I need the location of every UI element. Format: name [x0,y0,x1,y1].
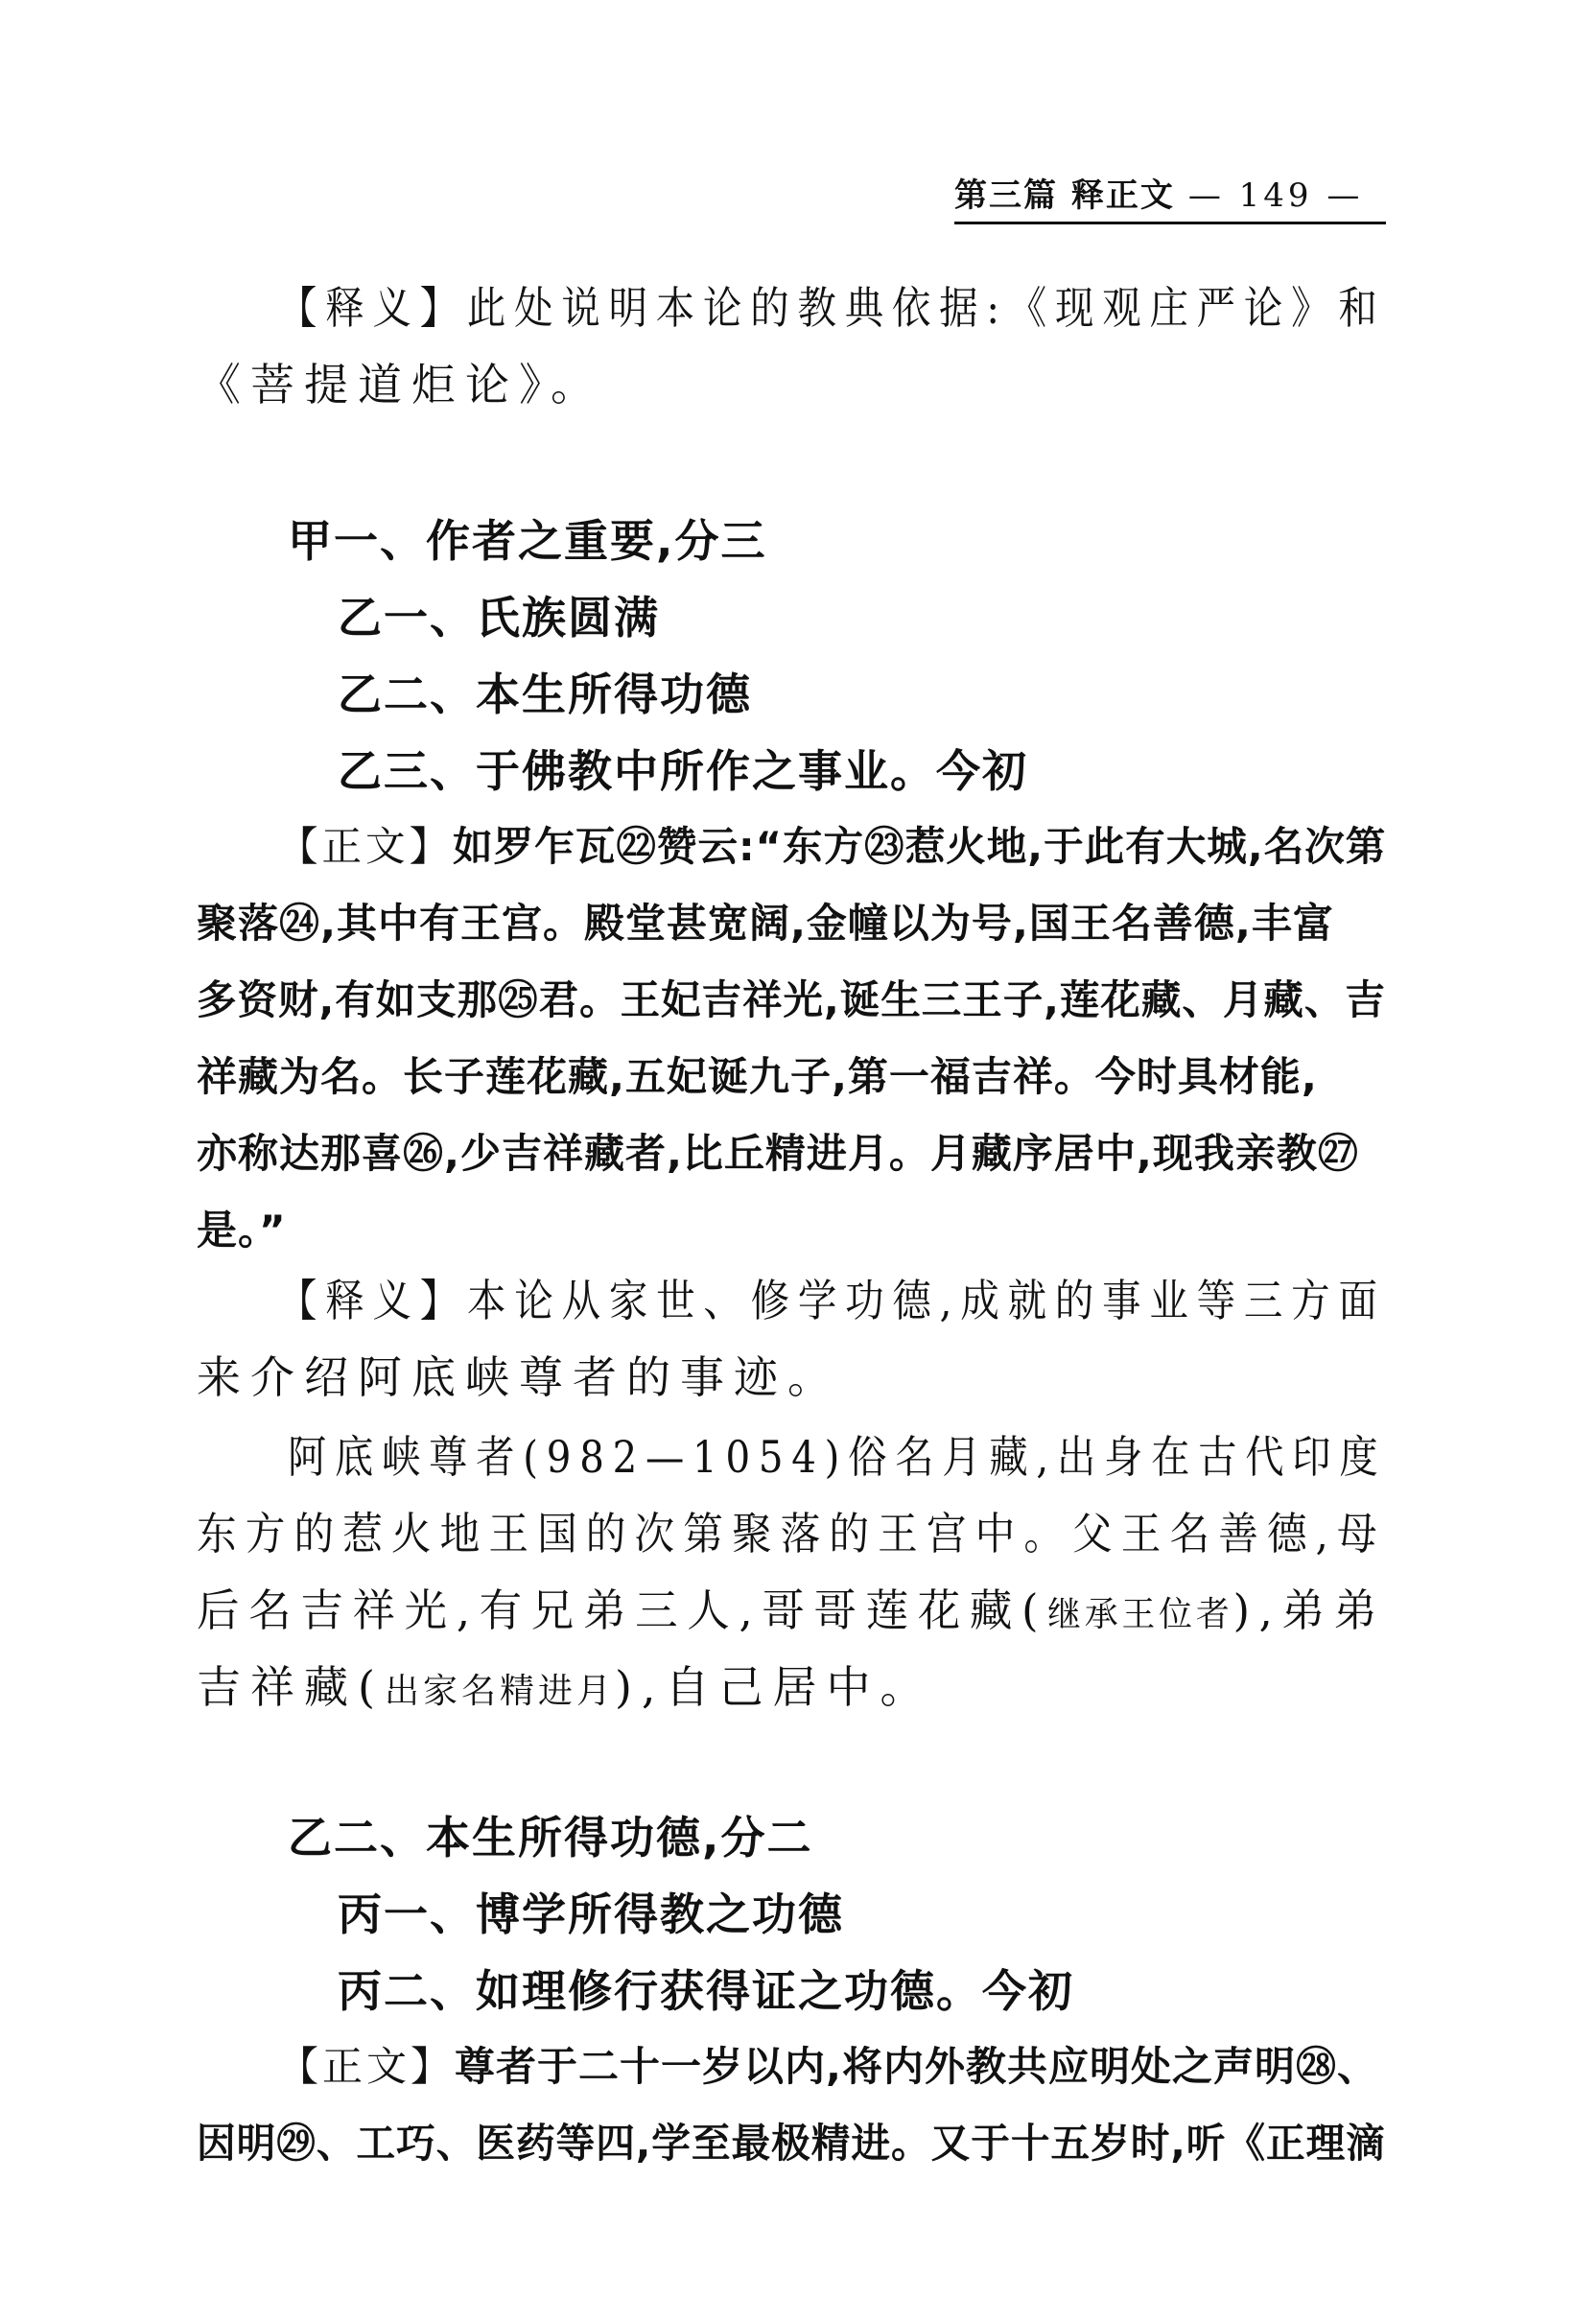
text-line [278,815,1386,873]
text-line [197,1576,1386,1639]
heading-level-2: 丙二、如理修行获得证之功德。今初 [338,1965,1074,2017]
text-line: 【释义】本论从家世、修学功德,成就的事业等三方面 [278,1275,1386,1326]
text-line: 【释义】此处说明本论的教典依据:《现观庄严论》和 [278,282,1386,334]
heading-level-1: 甲一、作者之重要,分三 [288,515,767,567]
text-span: 吉祥藏( [197,1661,385,1713]
text-span: 如罗乍瓦㉒赞云:“东方㉓惹火地,于此有大城,名次第 [453,823,1387,870]
heading-level-1: 乙二、本生所得功德,分二 [288,1812,813,1864]
text-line [278,2035,1378,2093]
text-line: 东方的惹火地王国的次第聚落的王宫中。父王名善德,母 [197,1508,1386,1559]
zhengwen-tag: 【正文】 [278,2043,456,2090]
heading-level-2: 乙二、本生所得功德 [338,668,752,720]
text-line: 多资财,有如支那㉕君。王妃吉祥光,诞生三王子,莲花藏、月藏、吉 [197,976,1386,1023]
heading-level-2: 丙一、博学所得教之功德 [338,1888,844,1940]
text-span: ),自己居中。 [614,1661,934,1713]
heading-level-2: 乙三、于佛教中所作之事业。今初 [338,745,1028,797]
page-number: — 149 — [1187,176,1364,215]
text-line: 《菩提道炬论》。 [197,359,604,410]
zhengwen-tag: 【正文】 [278,823,454,870]
text-line: 亦称达那喜㉖,少吉祥藏者,比丘精进月。月藏序居中,现我亲教㉗ [197,1130,1359,1177]
text-line: 因明㉙、工巧、医药等四,学至最极精进。又于十五岁时,听《正理滴 [197,2120,1386,2167]
text-span: ),弟弟 [1232,1584,1386,1636]
annotation-note: 出家名精进月 [384,1672,615,1711]
text-span: 尊者于二十一岁以内,将内外教共应明处之声明㉘、 [455,2043,1378,2090]
text-line [197,1653,934,1716]
text-line: 聚落㉔,其中有王宫。殿堂甚宽阔,金幢以为号,国王名善德,丰富 [197,900,1334,947]
text-span: 后名吉祥光,有兄弟三人,哥哥莲花藏( [197,1584,1048,1636]
text-line: 是。” [197,1207,287,1254]
text-line: 阿底峡尊者(982—1054)俗名月藏,出身在古代印度 [288,1431,1387,1483]
header-title: 第三篇 释正文 [954,176,1175,215]
running-header [954,169,1386,224]
annotation-note: 继承王位者 [1047,1595,1233,1634]
text-line: 来介绍阿底峡尊者的事迹。 [197,1351,841,1403]
text-line: 祥藏为名。长子莲花藏,五妃诞九子,第一福吉祥。今时具材能, [197,1053,1318,1100]
heading-level-2: 乙一、氏族圆满 [338,592,660,644]
